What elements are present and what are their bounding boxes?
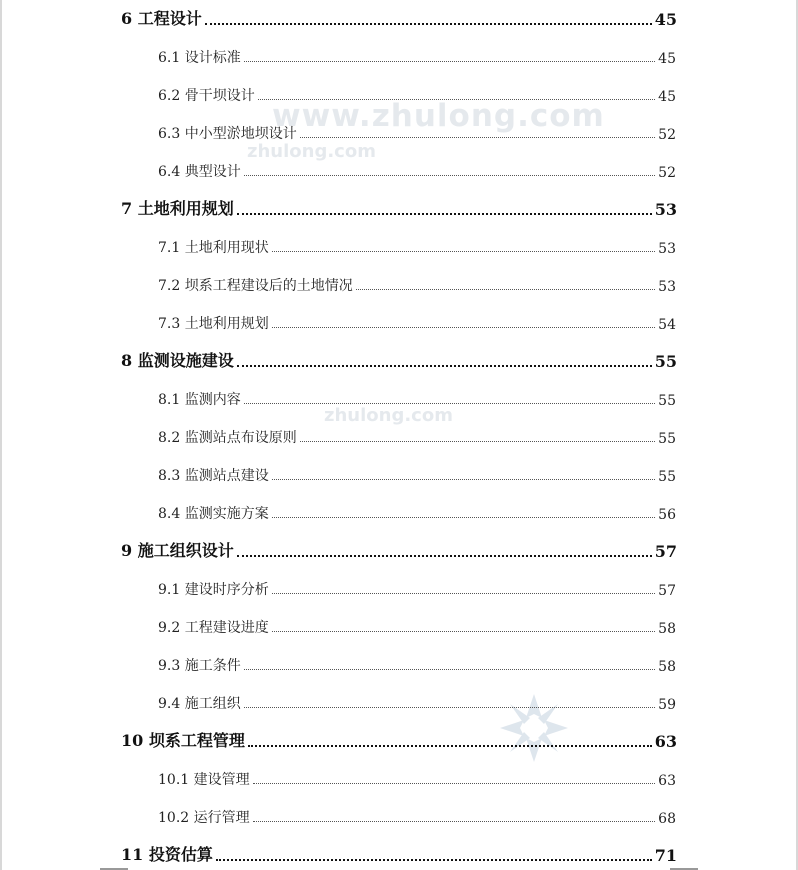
toc-entry-page-number: 55 <box>658 469 676 485</box>
toc-entry-page-number: 59 <box>658 697 676 713</box>
toc-dot-leader <box>272 251 655 252</box>
toc-dot-leader <box>272 593 655 594</box>
toc-entry-page-number: 45 <box>654 10 677 29</box>
toc-dot-leader <box>272 631 655 632</box>
toc-entry-title: 7.3 土地利用规划 <box>158 316 269 332</box>
toc-entry-title: 6.2 骨干坝设计 <box>158 88 255 104</box>
toc-entry-page-number: 52 <box>658 127 676 143</box>
toc-dot-leader <box>237 555 652 557</box>
toc-entry-title: 6.3 中小型淤地坝设计 <box>158 126 297 142</box>
toc-entry-title: 9.4 施工组织 <box>158 696 241 712</box>
toc-section-entry[interactable] <box>0 611 798 637</box>
toc-dot-leader <box>244 175 655 176</box>
toc-dot-leader <box>248 745 652 747</box>
toc-entry-title: 7.2 坝系工程建设后的土地情况 <box>158 278 353 294</box>
toc-dot-leader <box>300 441 655 442</box>
toc-entry-title: 9 施工组织设计 <box>121 541 234 560</box>
toc-entry-title: 10.2 运行管理 <box>158 810 250 826</box>
toc-entry-page-number: 57 <box>654 542 677 561</box>
toc-chapter-entry[interactable] <box>0 535 798 561</box>
toc-section-entry[interactable] <box>0 383 798 409</box>
toc-entry-title: 9.3 施工条件 <box>158 658 241 674</box>
toc-dot-leader <box>244 403 655 404</box>
toc-entry-page-number: 58 <box>658 621 676 637</box>
toc-section-entry[interactable] <box>0 497 798 523</box>
toc-section-entry[interactable] <box>0 649 798 675</box>
toc-section-entry[interactable] <box>0 269 798 295</box>
toc-entry-title: 8.1 监测内容 <box>158 392 241 408</box>
toc-entry-title: 10.1 建设管理 <box>158 772 250 788</box>
toc-dot-leader <box>258 99 655 100</box>
toc-dot-leader <box>356 289 655 290</box>
toc-entry-title: 8 监测设施建设 <box>121 351 234 370</box>
toc-entry-page-number: 55 <box>658 393 676 409</box>
toc-entry-page-number: 55 <box>658 431 676 447</box>
toc-chapter-entry[interactable] <box>0 3 798 29</box>
toc-entry-page-number: 53 <box>658 279 676 295</box>
toc-section-entry[interactable] <box>0 155 798 181</box>
toc-entry-page-number: 71 <box>654 846 677 865</box>
toc-entry-page-number: 54 <box>658 317 676 333</box>
watermark-brand: zhulong.com <box>247 141 376 162</box>
watermark-url: www.zhulong.com <box>272 98 605 134</box>
toc-dot-leader <box>272 517 655 518</box>
toc-entry-page-number: 63 <box>658 773 676 789</box>
toc-entry-title: 6 工程设计 <box>121 9 202 28</box>
watermark-brand-2: zhulong.com <box>324 405 453 426</box>
toc-dot-leader <box>272 479 655 480</box>
toc-dot-leader <box>237 213 652 215</box>
toc-dot-leader <box>216 859 652 861</box>
toc-entry-page-number: 55 <box>654 352 677 371</box>
toc-entry-page-number: 58 <box>658 659 676 675</box>
toc-entry-title: 9.1 建设时序分析 <box>158 582 269 598</box>
toc-dot-leader <box>253 821 656 822</box>
toc-dot-leader <box>300 137 655 138</box>
toc-dot-leader <box>244 669 655 670</box>
toc-entry-page-number: 53 <box>658 241 676 257</box>
toc-section-entry[interactable] <box>0 801 798 827</box>
toc-entry-page-number: 56 <box>658 507 676 523</box>
toc-section-entry[interactable] <box>0 687 798 713</box>
toc-section-entry[interactable] <box>0 763 798 789</box>
page-bottom-marks <box>0 866 798 870</box>
toc-section-entry[interactable] <box>0 421 798 447</box>
toc-dot-leader <box>272 327 655 328</box>
toc-entry-page-number: 45 <box>658 89 676 105</box>
toc-chapter-entry[interactable] <box>0 193 798 219</box>
toc-entry-page-number: 52 <box>658 165 676 181</box>
toc-entry-page-number: 53 <box>654 200 677 219</box>
toc-dot-leader <box>205 23 652 25</box>
toc-chapter-entry[interactable] <box>0 839 798 865</box>
toc-entry-page-number: 68 <box>658 811 676 827</box>
toc-entry-page-number: 63 <box>654 732 677 751</box>
toc-entry-title: 10 坝系工程管理 <box>121 731 245 750</box>
toc-section-entry[interactable] <box>0 459 798 485</box>
toc-entry-page-number: 45 <box>658 51 676 67</box>
toc-entry-title: 8.2 监测站点布设原则 <box>158 430 297 446</box>
toc-section-entry[interactable] <box>0 231 798 257</box>
toc-entry-title: 6.4 典型设计 <box>158 164 241 180</box>
toc-dot-leader <box>244 707 655 708</box>
toc-dot-leader <box>244 61 655 62</box>
toc-entry-title: 9.2 工程建设进度 <box>158 620 269 636</box>
toc-chapter-entry[interactable] <box>0 725 798 751</box>
toc-entry-title: 11 投资估算 <box>121 845 213 864</box>
toc-section-entry[interactable] <box>0 79 798 105</box>
toc-entry-title: 8.3 监测站点建设 <box>158 468 269 484</box>
toc-chapter-entry[interactable] <box>0 345 798 371</box>
toc-section-entry[interactable] <box>0 573 798 599</box>
toc-dot-leader <box>237 365 652 367</box>
toc-section-entry[interactable] <box>0 117 798 143</box>
toc-dot-leader <box>253 783 656 784</box>
toc-entry-title: 7.1 土地利用现状 <box>158 240 269 256</box>
toc-entry-title: 6.1 设计标准 <box>158 50 241 66</box>
toc-entry-title: 8.4 监测实施方案 <box>158 506 269 522</box>
toc-entry-page-number: 57 <box>658 583 676 599</box>
toc-entry-title: 7 土地利用规划 <box>121 199 234 218</box>
toc-section-entry[interactable] <box>0 41 798 67</box>
toc-section-entry[interactable] <box>0 307 798 333</box>
